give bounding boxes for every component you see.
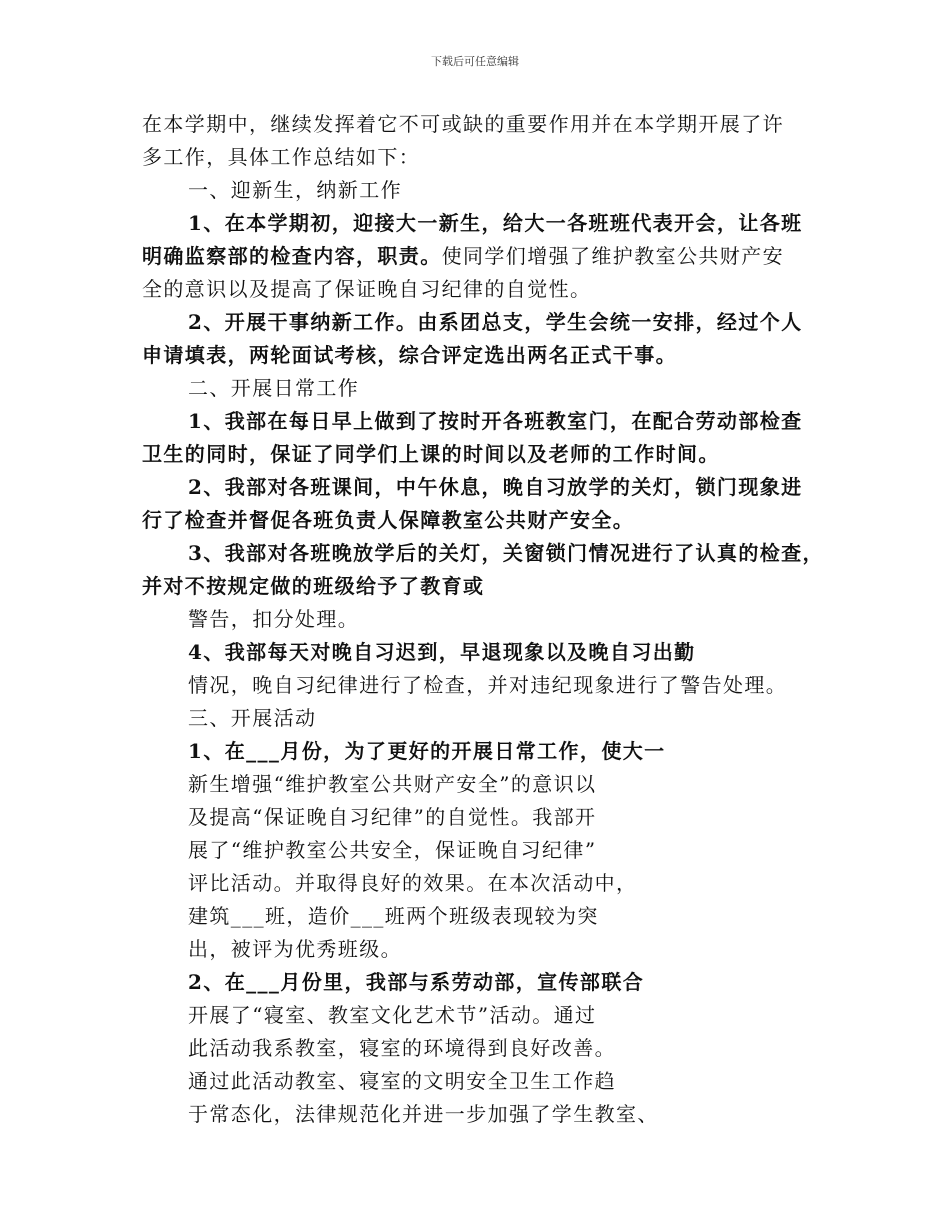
paragraph-line: 卫生的同时，保证了同学们上课的时间以及老师的工作时间。 xyxy=(142,442,720,466)
paragraph-line: 及提高“保证晚自习纪律”的自觉性。我部开 xyxy=(188,805,597,829)
paragraph-line: 3、我部对各班晚放学后的关灯，关窗锁门情况进行了认真的检查， xyxy=(188,541,824,565)
bold-text: 明确监察部的检查内容，职责。 xyxy=(142,244,442,268)
paragraph-line: 并对不按规定做的班级给予了教育或 xyxy=(142,574,485,598)
paragraph-line: 1、我部在每日早上做到了按时开各班教室门，在配合劳动部检查 xyxy=(188,409,803,433)
paragraph-line: 开展了“寝室、教室文化艺术节”活动。通过 xyxy=(188,1003,597,1027)
paragraph-line: 此活动我系教室，寝室的环境得到良好改善。 xyxy=(188,1036,616,1060)
section-heading: 二、开展日常工作 xyxy=(188,376,360,400)
normal-text: 使同学们增强了维护教室公共财产安 xyxy=(441,244,785,268)
paragraph-line: 评比活动。并取得良好的效果。在本次活动中， xyxy=(188,871,638,895)
section-heading: 三、开展活动 xyxy=(188,706,317,730)
paragraph-line: 行了检查并督促各班负责人保障教室公共财产安全。 xyxy=(142,508,635,532)
paragraph-line: 在本学期中，继续发挥着它不可或缺的重要作用并在本学期开展了许 xyxy=(142,112,784,136)
paragraph-line: 新生增强“维护教室公共财产安全”的意识以 xyxy=(188,772,597,796)
paragraph-line: 情况，晚自习纪律进行了检查，并对违纪现象进行了警告处理。 xyxy=(188,673,788,697)
paragraph-line: 申请填表，两轮面试考核，综合评定选出两名正式干事。 xyxy=(142,343,677,367)
paragraph-line: 建筑___班，造价___班两个班级表现较为突 xyxy=(188,904,599,928)
paragraph-line: 警告，扣分处理。 xyxy=(188,607,360,631)
paragraph-line: 2、在___月份里，我部与系劳动部，宣传部联合 xyxy=(188,970,645,994)
paragraph-line: 多工作，具体工作总结如下： xyxy=(142,145,421,169)
paragraph-line: 通过此活动教室、寝室的文明安全卫生工作趋 xyxy=(188,1069,616,1093)
section-heading: 一、迎新生，纳新工作 xyxy=(188,178,402,202)
paragraph-line: 1、在本学期初，迎接大一新生，给大一各班班代表开会，让各班 xyxy=(188,211,803,235)
paragraph-line: 1、在___月份，为了更好的开展日常工作，使大一 xyxy=(188,739,666,763)
paragraph-line: 全的意识以及提高了保证晚自习纪律的自觉性。 xyxy=(142,277,592,301)
paragraph-line: 出，被评为优秀班级。 xyxy=(188,937,402,961)
paragraph-line xyxy=(142,244,784,268)
paragraph-line: 于常态化，法律规范化并进一步加强了学生教室、 xyxy=(188,1102,659,1126)
paragraph-line: 4、我部每天对晚自习迟到，早退现象以及晚自习出勤 xyxy=(188,640,696,664)
page-header: 下载后可任意编辑 xyxy=(431,55,519,68)
paragraph-line: 2、我部对各班课间，中午休息，晚自习放学的关灯，锁门现象进 xyxy=(188,475,803,499)
paragraph-line: 展了“维护教室公共安全，保证晚自习纪律” xyxy=(188,838,597,862)
paragraph-line: 2、开展干事纳新工作。由系团总支，学生会统一安排，经过个人 xyxy=(188,310,803,334)
